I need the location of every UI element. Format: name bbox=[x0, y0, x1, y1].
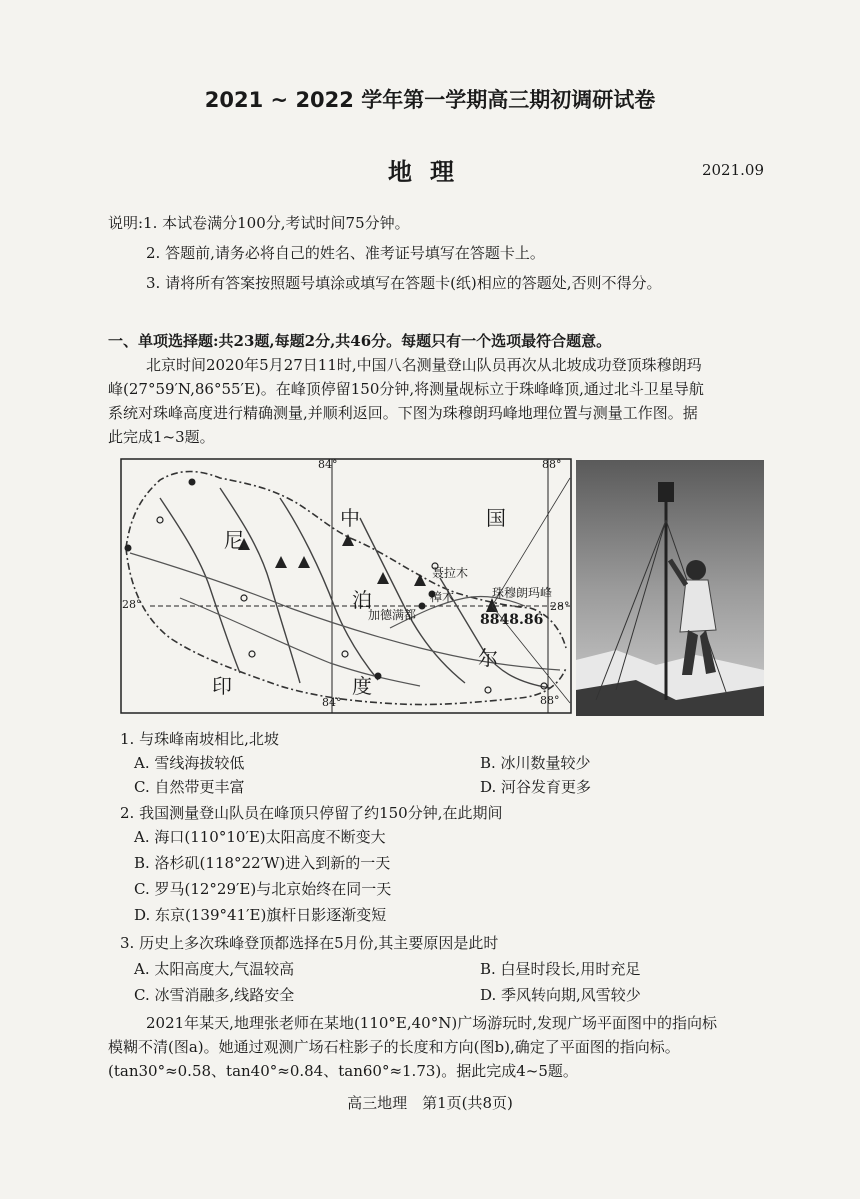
question-1-stem: 1. 与珠峰南坡相比,北坡 bbox=[120, 730, 279, 748]
city-label-nyalam: 聂拉木 bbox=[432, 566, 469, 580]
subject-title: 地理 bbox=[388, 158, 472, 186]
map-lon-84-bottom: 84° bbox=[322, 696, 342, 709]
peak-height: 8848.86 bbox=[480, 612, 544, 628]
instruction-3: 3. 请将所有答案按照题号填涂或填写在答题卡(纸)相应的答题处,否则不得分。 bbox=[146, 274, 662, 292]
q1-option-b[interactable]: B. 冰川数量较少 bbox=[480, 754, 591, 772]
peak-label: 珠穆朗玛峰 bbox=[492, 586, 553, 600]
map-label-yin: 印 bbox=[212, 674, 232, 698]
map-lon-88-bottom: 88° bbox=[540, 694, 560, 707]
instruction-2: 2. 答题前,请务必将自己的姓名、准考证号填写在答题卡上。 bbox=[146, 244, 545, 262]
map-lat-28-right: 28° bbox=[550, 600, 570, 613]
intro-line-3: 系统对珠峰高度进行精确测量,并顺利返回。下图为珠穆朗玛峰地理位置与测量工作图。据 bbox=[108, 404, 698, 422]
q1-option-d[interactable]: D. 河谷发育更多 bbox=[480, 778, 592, 796]
q2-option-a[interactable]: A. 海口(110°10′E)太阳高度不断变大 bbox=[134, 828, 386, 846]
passage-line-2: 模糊不清(图a)。她通过观测广场石柱影子的长度和方向(图b),确定了平面图的指向标。 bbox=[108, 1038, 680, 1056]
q3-option-d[interactable]: D. 季风转向期,风雪较少 bbox=[480, 986, 641, 1004]
q2-option-d[interactable]: D. 东京(139°41′E)旗杆日影逐渐变短 bbox=[134, 906, 387, 924]
q1-option-a[interactable]: A. 雪线海拔较低 bbox=[134, 754, 245, 772]
section-heading: 一、单项选择题:共23题,每题2分,共46分。每题只有一个选项最符合题意。 bbox=[108, 332, 612, 350]
map-label-ni: 尼 bbox=[224, 528, 244, 552]
map-label-du: 度 bbox=[352, 674, 372, 698]
summit-survey-photo bbox=[576, 460, 764, 716]
intro-line-4: 此完成1~3题。 bbox=[108, 428, 215, 446]
q3-option-b[interactable]: B. 白昼时段长,用时充足 bbox=[480, 960, 641, 978]
q2-option-b[interactable]: B. 洛杉矶(118°22′W)进入到新的一天 bbox=[134, 854, 391, 872]
intro-line-1: 北京时间2020年5月27日11时,中国八名测量登山队员再次从北坡成功登顶珠穆朗玛 bbox=[146, 356, 702, 374]
map-label-zhong: 中 bbox=[340, 506, 360, 530]
map-lon-88-top: 88° bbox=[542, 458, 562, 471]
city-label-zhangmu: 樟木 bbox=[430, 590, 455, 604]
question-2-stem: 2. 我国测量登山队员在峰顶只停留了约150分钟,在此期间 bbox=[120, 804, 503, 822]
map-label-er: 尔 bbox=[478, 646, 498, 670]
instruction-1: 说明:1. 本试卷满分100分,考试时间75分钟。 bbox=[108, 214, 410, 232]
q3-option-c[interactable]: C. 冰雪消融多,线路安全 bbox=[134, 986, 295, 1004]
everest-location-map bbox=[120, 458, 572, 714]
intro-line-2: 峰(27°59′N,86°55′E)。在峰顶停留150分钟,将测量觇标立于珠峰峰顶,通过北斗卫星导航 bbox=[108, 380, 704, 398]
question-3-stem: 3. 历史上多次珠峰登顶都选择在5月份,其主要原因是此时 bbox=[120, 934, 499, 952]
map-label-guo: 国 bbox=[486, 506, 506, 530]
map-lat-28-left: 28° bbox=[122, 598, 142, 611]
q2-option-c[interactable]: C. 罗马(12°29′E)与北京始终在同一天 bbox=[134, 880, 392, 898]
exam-date: 2021.09 bbox=[701, 161, 764, 179]
q3-option-a[interactable]: A. 太阳高度大,气温较高 bbox=[134, 960, 295, 978]
map-label-bo: 泊 bbox=[352, 588, 372, 612]
exam-title: 2021 ~ 2022 学年第一学期高三期初调研试卷 bbox=[204, 88, 656, 112]
q1-option-c[interactable]: C. 自然带更丰富 bbox=[134, 778, 245, 796]
page-footer: 高三地理 第1页(共8页) bbox=[347, 1094, 513, 1112]
city-label-kathmandu: 加德满都 bbox=[368, 608, 417, 622]
passage-line-3: (tan30°≈0.58、tan40°≈0.84、tan60°≈1.73)。据此完成4~5题。 bbox=[108, 1062, 578, 1080]
map-lon-84-top: 84° bbox=[318, 458, 338, 471]
passage-line-1: 2021年某天,地理张老师在某地(110°E,40°N)广场游玩时,发现广场平面图中的指向标 bbox=[146, 1014, 717, 1032]
